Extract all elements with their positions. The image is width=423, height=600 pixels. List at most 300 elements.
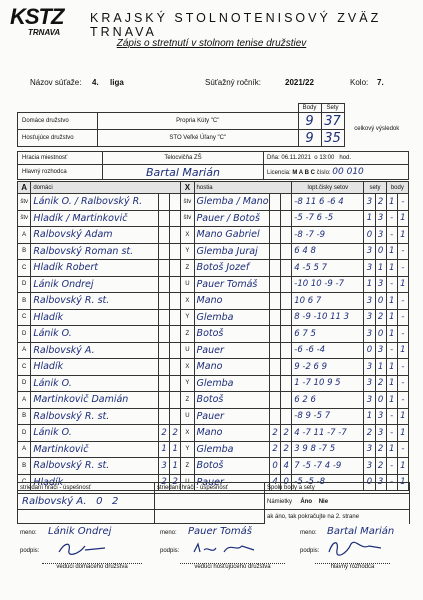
number-value: 00 010 <box>332 167 364 177</box>
teams-table <box>17 103 409 147</box>
away-num-1: 2 <box>270 425 281 442</box>
home-player: Ralbovský R. st. <box>31 408 159 425</box>
home-player-letter: D <box>18 276 31 293</box>
away-letter: X <box>181 182 194 194</box>
away-num-2 <box>281 293 292 310</box>
set-scores: -10 10 -9 -7 <box>292 276 364 293</box>
set-scores: -8 9 -5 7 <box>292 408 364 425</box>
away-player-letter: Z <box>181 326 194 343</box>
away-num-1 <box>270 260 281 277</box>
away-player-letter: Z <box>181 260 194 277</box>
number-label: číslo: <box>316 170 331 176</box>
home-num-2 <box>170 359 181 376</box>
home-point: 1 <box>386 375 397 392</box>
home-point: - <box>386 408 397 425</box>
home-num-1 <box>159 243 170 260</box>
home-point: - <box>386 210 397 227</box>
home-num-1 <box>159 326 170 343</box>
home-num-2 <box>170 309 181 326</box>
away-num-2 <box>281 227 292 244</box>
home-player-letter: C <box>18 359 31 376</box>
time-prefix: o <box>314 155 318 161</box>
away-num-2 <box>281 194 292 211</box>
home-sets: 3 <box>364 458 375 475</box>
venue-value: Telocvičňa ZŠ <box>103 152 264 165</box>
footer-table <box>17 482 410 524</box>
away-column-label: hostia <box>194 182 292 194</box>
match-row <box>18 227 409 244</box>
match-row <box>18 194 409 211</box>
home-num-2: 1 <box>170 458 181 475</box>
away-player: Mano Gabriel <box>194 227 270 244</box>
away-player: Glemba <box>194 375 270 392</box>
away-player-letter: U <box>181 474 194 491</box>
match-row <box>18 425 409 442</box>
home-player-letter: B <box>18 458 31 475</box>
body-column-label: body <box>386 182 408 194</box>
away-player: Pauer <box>194 342 270 359</box>
away-player: Glemba Juraj <box>194 243 270 260</box>
home-num-2: 1 <box>170 441 181 458</box>
home-player: Ralbovský Roman st. <box>31 243 159 260</box>
home-num-1: 2 <box>159 474 170 491</box>
away-player-letter: U <box>181 276 194 293</box>
away-num-2 <box>281 309 292 326</box>
page-title: KRAJSKÝ STOLNOTENISOVÝ ZVÄZ TRNAVA <box>90 11 382 39</box>
home-player: Hladík <box>31 474 159 491</box>
home-player-letter: B <box>18 293 31 310</box>
round-label: Kolo: <box>350 78 369 87</box>
home-num-1 <box>159 293 170 310</box>
spolu-label: Spolu body a sety <box>265 483 410 494</box>
away-player: Glemba <box>194 441 270 458</box>
away-player: Glemba <box>194 309 270 326</box>
away-sets: 1 <box>375 260 386 277</box>
home-num-1: 2 <box>159 425 170 442</box>
away-point: - <box>397 260 408 277</box>
home-column-label: domáci <box>31 182 181 194</box>
away-sets: 3 <box>375 474 386 491</box>
continue-note: ak áno, tak pokračujte na 2. strane <box>265 510 410 524</box>
home-sets: 3 <box>364 260 375 277</box>
away-point: - <box>397 441 408 458</box>
home-num-2 <box>170 243 181 260</box>
home-letter: A <box>18 182 31 194</box>
home-player-letter: štv <box>18 210 31 227</box>
logo-text: KSTZ <box>10 4 64 29</box>
time-value: 13:00 <box>319 155 335 161</box>
home-point: 1 <box>386 260 397 277</box>
time-suffix: hod. <box>339 155 352 161</box>
home-player: Lánik O. <box>31 425 159 442</box>
away-num-2 <box>281 210 292 227</box>
match-row <box>18 260 409 277</box>
away-num-1: 2 <box>270 441 281 458</box>
home-sets: 3 <box>364 326 375 343</box>
home-sub-name: Ralbovský A. <box>22 496 87 507</box>
match-row <box>18 408 409 425</box>
away-point: - <box>397 243 408 260</box>
away-player: Botoš Jozef <box>194 260 270 277</box>
home-podpis-label: podpis: <box>20 548 40 554</box>
home-sets: 1 <box>364 210 375 227</box>
away-sets: 3 <box>375 425 386 442</box>
match-row <box>18 293 409 310</box>
home-player: Lánik O. / Ralbovský R. <box>31 194 159 211</box>
venue-table <box>17 151 409 180</box>
home-player: Hladík <box>31 309 159 326</box>
away-num-1 <box>270 227 281 244</box>
home-player: Ralbovský R. st. <box>31 293 159 310</box>
home-num-1 <box>159 194 170 211</box>
home-player-letter: C <box>18 260 31 277</box>
away-point: - <box>397 375 408 392</box>
home-leader-title: vedúci domáceho družstva <box>42 563 142 570</box>
away-sets: 0 <box>375 326 386 343</box>
home-point: - <box>386 276 397 293</box>
home-point: - <box>386 425 397 442</box>
match-row <box>18 210 409 227</box>
home-num-1 <box>159 392 170 409</box>
home-num-1 <box>159 276 170 293</box>
home-sets: 3 <box>364 243 375 260</box>
home-point: 1 <box>386 309 397 326</box>
matches-table <box>17 181 409 491</box>
home-point: 1 <box>386 194 397 211</box>
home-player: Ralbovský Adam <box>31 227 159 244</box>
home-sets: 3 <box>364 441 375 458</box>
away-num-2 <box>281 392 292 409</box>
away-sets: 2 <box>375 309 386 326</box>
home-num-1: 3 <box>159 458 170 475</box>
away-sets: 0 <box>375 293 386 310</box>
match-row <box>18 375 409 392</box>
referee-label: Hlavný rozhodca <box>18 165 103 180</box>
home-num-1: 1 <box>159 441 170 458</box>
away-num-1 <box>270 194 281 211</box>
kstz-logo <box>8 4 86 40</box>
away-num-1 <box>270 359 281 376</box>
sets-column-label: lopt.čisky setov <box>292 182 364 194</box>
away-player-letter: X <box>181 425 194 442</box>
away-num-1 <box>270 276 281 293</box>
match-row <box>18 342 409 359</box>
away-num-1 <box>270 326 281 343</box>
home-player-letter: D <box>18 425 31 442</box>
home-num-2 <box>170 408 181 425</box>
away-sets: 3 <box>375 210 386 227</box>
away-num-1 <box>270 408 281 425</box>
home-signature <box>55 540 115 558</box>
set-scores: -5 -5 -8 <box>292 474 364 491</box>
competition-name-value: 4. <box>92 78 99 87</box>
home-player: Martinkovič <box>31 441 159 458</box>
home-sets: 1 <box>364 276 375 293</box>
home-sets: 3 <box>364 392 375 409</box>
away-point: 1 <box>397 227 408 244</box>
home-player: Hladík Robert <box>31 260 159 277</box>
home-point: 1 <box>386 326 397 343</box>
away-point: - <box>397 194 408 211</box>
home-player: Ralbovský A. <box>31 342 159 359</box>
away-podpis-label: podpis: <box>160 548 180 554</box>
home-player: Hladík <box>31 359 159 376</box>
away-player: Botoš <box>194 458 270 475</box>
home-sets: 3 <box>364 375 375 392</box>
home-num-1 <box>159 375 170 392</box>
away-num-2: 2 <box>281 441 292 458</box>
home-num-2 <box>170 342 181 359</box>
away-num-1 <box>270 210 281 227</box>
match-row <box>18 276 409 293</box>
home-num-1 <box>159 408 170 425</box>
away-num-2 <box>281 375 292 392</box>
match-row <box>18 309 409 326</box>
sety-column-label: sety <box>364 182 386 194</box>
home-team-label: Domáce družstvo <box>18 113 98 130</box>
away-point: - <box>397 309 408 326</box>
home-team-name: Propria Kúty "C" <box>98 113 299 130</box>
away-player: Botoš <box>194 326 270 343</box>
season-value: 2021/22 <box>285 78 314 87</box>
sety-header: Sety <box>321 104 344 113</box>
home-player-letter: C <box>18 309 31 326</box>
away-point: 1 <box>397 458 408 475</box>
home-point: 1 <box>386 359 397 376</box>
set-scores: -6 -6 -4 <box>292 342 364 359</box>
away-sets: 2 <box>375 375 386 392</box>
set-scores: 6 4 8 <box>292 243 364 260</box>
away-point: 1 <box>397 425 408 442</box>
away-point: - <box>397 293 408 310</box>
away-num-1 <box>270 375 281 392</box>
home-point: 1 <box>386 243 397 260</box>
home-point: - <box>386 342 397 359</box>
referee-signature <box>325 538 385 558</box>
away-point: 1 <box>397 342 408 359</box>
round-value: 7. <box>377 78 384 87</box>
home-player: Lánik Ondrej <box>31 276 159 293</box>
nie-label: Nie <box>318 498 329 505</box>
home-meno-label: meno: <box>20 530 37 536</box>
away-point: 1 <box>397 276 408 293</box>
set-scores: 1 -7 10 9 5 <box>292 375 364 392</box>
away-point: - <box>397 392 408 409</box>
home-body: 9 <box>298 113 321 130</box>
ref-footer-name: Bartal Marián <box>327 526 395 537</box>
home-player-letter: A <box>18 441 31 458</box>
away-point: 1 <box>397 474 408 491</box>
home-player-letter: A <box>18 342 31 359</box>
venue-label: Hracia miestnosť <box>18 152 103 165</box>
match-row <box>18 458 409 475</box>
away-num-1: 0 <box>270 458 281 475</box>
home-sub-row <box>18 494 155 510</box>
referee-title: hlavný rozhodca <box>315 563 390 570</box>
home-point: - <box>386 474 397 491</box>
home-point: 1 <box>386 441 397 458</box>
home-player: Hladík / Martinkovič <box>31 210 159 227</box>
home-num-2 <box>170 194 181 211</box>
home-subs-label: striedaní hráči - úspešnosť <box>18 483 155 494</box>
away-team-name: STO Veľké Úľany "C" <box>98 130 299 147</box>
away-num-2 <box>281 408 292 425</box>
away-num-1 <box>270 392 281 409</box>
home-num-2: 2 <box>170 425 181 442</box>
home-sets: 3 <box>364 194 375 211</box>
away-point: - <box>397 326 408 343</box>
away-player: Pauer Tomáš <box>194 276 270 293</box>
date-label: Dňa: <box>267 155 280 161</box>
home-sub-a: 0 <box>96 496 103 507</box>
referee-value: Bartal Marián <box>103 165 264 180</box>
set-scores: 7 -5 -7 4 -9 <box>292 458 364 475</box>
away-sets: 2 <box>375 194 386 211</box>
license-value: M A B C <box>292 170 315 176</box>
home-sets: 2 <box>364 425 375 442</box>
away-num-2 <box>281 326 292 343</box>
home-sets: 3 <box>364 359 375 376</box>
away-player-letter: Y <box>181 243 194 260</box>
home-num-1 <box>159 359 170 376</box>
home-num-2 <box>170 276 181 293</box>
away-sets: 3 <box>375 408 386 425</box>
match-row <box>18 392 409 409</box>
home-sets: 0 <box>364 227 375 244</box>
away-num-2: 4 <box>281 458 292 475</box>
home-num-2 <box>170 210 181 227</box>
license-label: Licencia: <box>267 170 291 176</box>
away-player-letter: štv <box>181 194 194 211</box>
home-leader-name: Lánik Ondrej <box>48 526 112 537</box>
home-player: Lánik O. <box>31 375 159 392</box>
ano-label: Áno <box>300 498 313 505</box>
away-body: 9 <box>298 130 321 147</box>
match-row <box>18 243 409 260</box>
set-scores: 3 9 8 -7 5 <box>292 441 364 458</box>
body-header: Body <box>298 104 321 113</box>
home-player-letter: D <box>18 375 31 392</box>
home-sets: 3 <box>364 309 375 326</box>
home-player: Ralbovský R. st. <box>31 458 159 475</box>
away-signature <box>190 540 260 558</box>
away-sets: 0 <box>375 243 386 260</box>
home-point: 1 <box>386 293 397 310</box>
away-sets: 3 <box>375 227 386 244</box>
set-scores: 8 -9 -10 11 3 <box>292 309 364 326</box>
away-num-2: 0 <box>281 474 292 491</box>
away-player: Glemba / Mano <box>194 194 270 211</box>
away-sets: 3 <box>375 342 386 359</box>
away-player-letter: X <box>181 227 194 244</box>
away-num-2 <box>281 359 292 376</box>
set-scores: 4 -5 5 7 <box>292 260 364 277</box>
away-num-2 <box>281 342 292 359</box>
away-player: Pauer / Botoš <box>194 210 270 227</box>
home-num-1 <box>159 260 170 277</box>
away-sets: 2 <box>375 441 386 458</box>
away-team-label: Hosťujúce družstvo <box>18 130 98 147</box>
home-num-2 <box>170 326 181 343</box>
away-player: Mano <box>194 293 270 310</box>
away-leader-name: Pauer Tomáš <box>188 526 253 537</box>
away-player-letter: Y <box>181 441 194 458</box>
away-leader-title: vedúci hosťujúceho družstva <box>180 563 285 570</box>
away-player-letter: Y <box>181 309 194 326</box>
home-player-letter: B <box>18 243 31 260</box>
away-point: 1 <box>397 408 408 425</box>
total-label: celkový výsledok <box>354 126 400 132</box>
away-player: Botoš <box>194 392 270 409</box>
home-sets: 0 <box>364 474 375 491</box>
home-player-letter: A <box>18 227 31 244</box>
match-row <box>18 441 409 458</box>
away-player-letter: X <box>181 293 194 310</box>
home-sets: 0 <box>364 342 375 359</box>
match-row <box>18 359 409 376</box>
away-num-2 <box>281 276 292 293</box>
home-num-2 <box>170 375 181 392</box>
home-player-letter: A <box>18 392 31 409</box>
home-num-2 <box>170 227 181 244</box>
set-scores: 10 6 7 <box>292 293 364 310</box>
set-scores: 6 2 6 <box>292 392 364 409</box>
away-player: Pauer <box>194 408 270 425</box>
ref-meno-label: meno: <box>300 530 317 536</box>
protest-label: Námietky <box>267 498 293 505</box>
ref-podpis-label: podpis: <box>300 548 320 554</box>
set-scores: 6 7 5 <box>292 326 364 343</box>
home-player: Martinkovič Damián <box>31 392 159 409</box>
away-player: Pauer <box>194 474 270 491</box>
away-point: - <box>397 359 408 376</box>
home-player-letter: C <box>18 474 31 491</box>
away-num-1 <box>270 293 281 310</box>
home-sub-b: 2 <box>112 496 119 507</box>
away-player-letter: X <box>181 359 194 376</box>
away-meno-label: meno: <box>160 530 177 536</box>
set-scores: 4 -7 11 -7 -7 <box>292 425 364 442</box>
season-label: Súťažný ročník: <box>205 78 261 87</box>
away-player-letter: U <box>181 408 194 425</box>
home-player: Lánik O. <box>31 326 159 343</box>
protest-row <box>265 494 410 510</box>
home-sets: 3 <box>364 293 375 310</box>
home-num-1 <box>159 210 170 227</box>
away-num-2 <box>281 260 292 277</box>
home-player-letter: štv <box>18 194 31 211</box>
away-player-letter: Z <box>181 458 194 475</box>
home-num-2 <box>170 392 181 409</box>
away-sets: 3 <box>375 276 386 293</box>
away-subs-label: striedaní hráči - úspešnosť <box>155 483 265 494</box>
home-sets: 1 <box>364 408 375 425</box>
home-num-2 <box>170 260 181 277</box>
home-num-1 <box>159 342 170 359</box>
away-num-1: 4 <box>270 474 281 491</box>
home-point: 1 <box>386 392 397 409</box>
home-sety: 37 <box>321 113 344 130</box>
home-num-2 <box>170 293 181 310</box>
away-point: 1 <box>397 210 408 227</box>
set-scores: -8 -7 -9 <box>292 227 364 244</box>
home-player-letter: D <box>18 326 31 343</box>
home-num-1 <box>159 227 170 244</box>
away-player: Mano <box>194 359 270 376</box>
home-num-1 <box>159 309 170 326</box>
away-num-2 <box>281 243 292 260</box>
away-sets: 1 <box>375 359 386 376</box>
